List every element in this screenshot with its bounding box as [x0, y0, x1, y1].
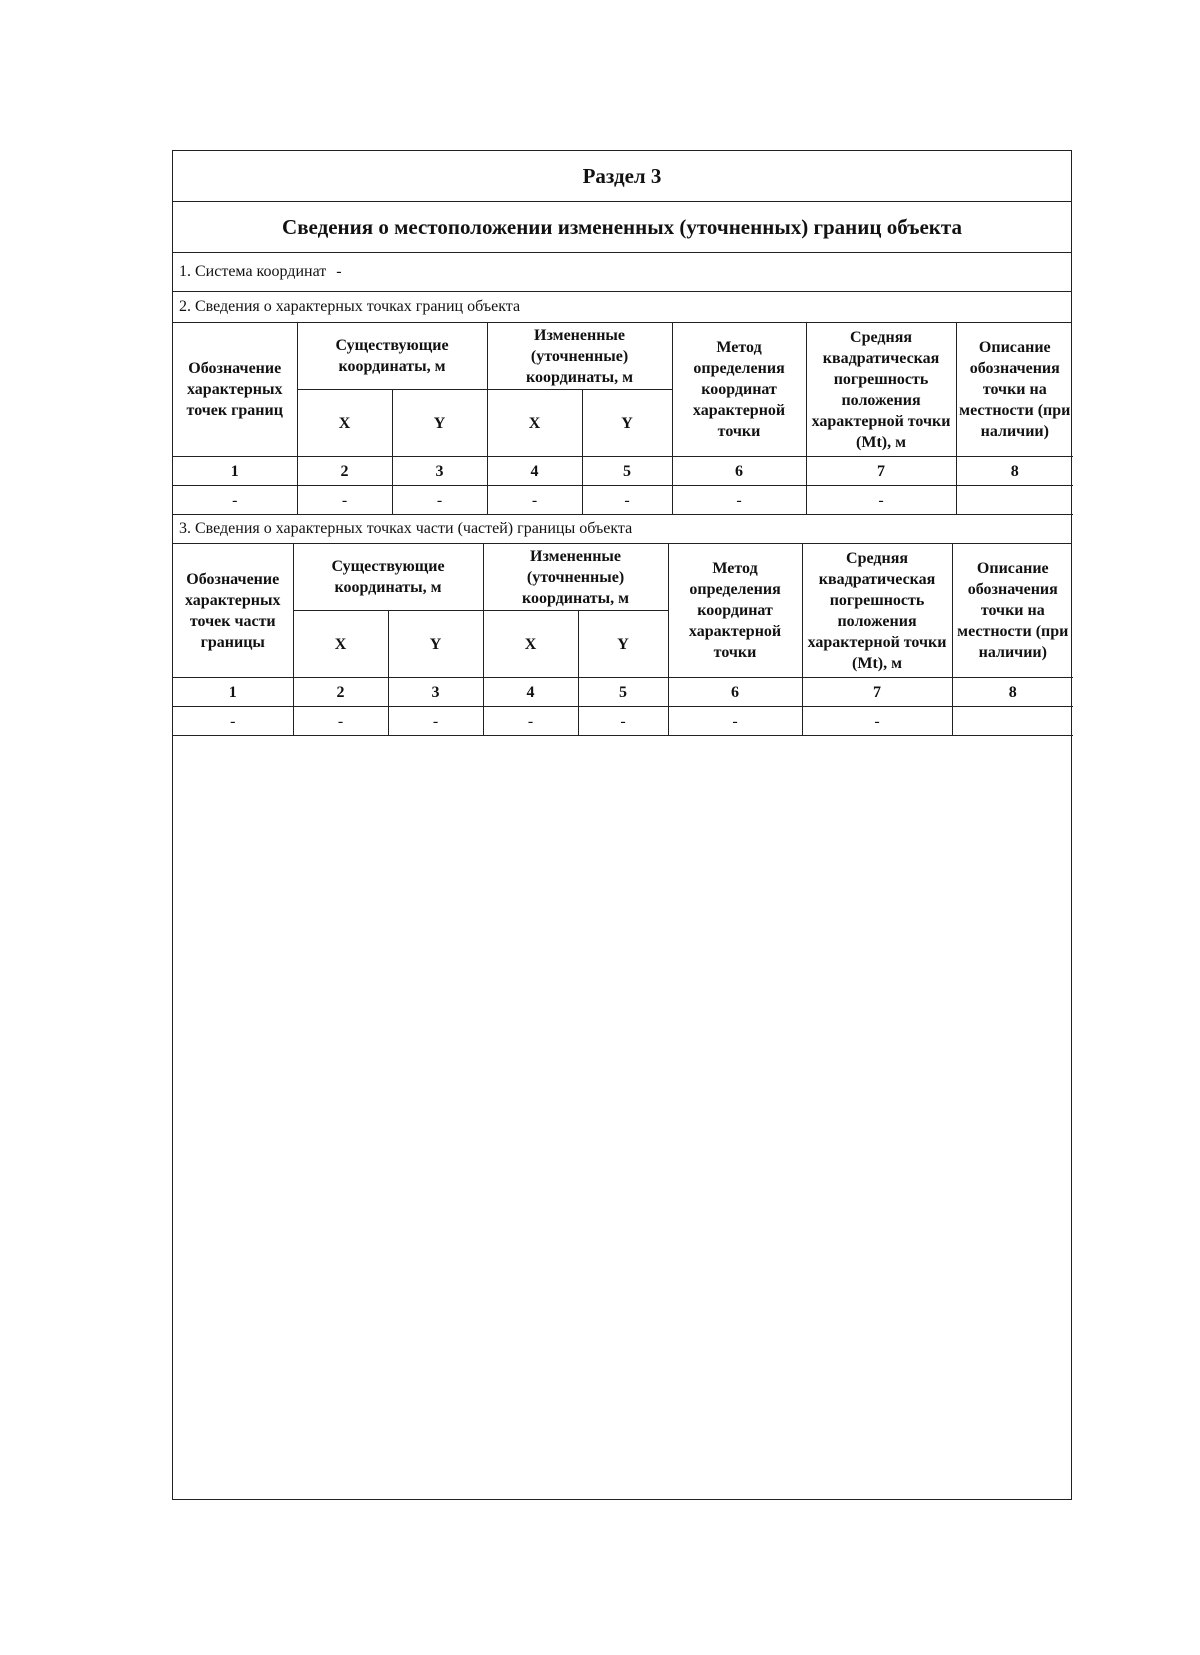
table2-cell-5: - [578, 707, 668, 736]
table2-num-2: 2 [293, 678, 388, 707]
table-row [173, 486, 1073, 515]
table1-col-method: Метод определения координат характерной точки [672, 323, 806, 457]
table2-cell-7: - [802, 707, 952, 736]
table1-existing-y: Y [392, 390, 487, 457]
table1-num-6: 6 [672, 457, 806, 486]
table2-caption: 3. Сведения о характерных точках части (частей) границы объекта [173, 515, 1071, 544]
table1-cell-6: - [672, 486, 806, 515]
table2-num-7: 7 [802, 678, 952, 707]
table1-col-existing: Существующие координаты, м [297, 323, 487, 390]
table2-changed-y: Y [578, 611, 668, 678]
table1-col-description: Описание обозначения точки на местности (при наличии) [956, 323, 1073, 457]
table1-num-5: 5 [582, 457, 672, 486]
table1-cell-2: - [297, 486, 392, 515]
table2-num-6: 6 [668, 678, 802, 707]
table2-num-3: 3 [388, 678, 483, 707]
document-frame [172, 150, 1072, 1500]
table1 [173, 323, 1073, 515]
table2-col-changed: Измененные (уточненные) координаты, м [483, 544, 668, 611]
table2-cell-2: - [293, 707, 388, 736]
table2-col-description: Описание обозначения точки на местности (при наличии) [952, 544, 1073, 678]
table1-cell-7: - [806, 486, 956, 515]
table1-num-7: 7 [806, 457, 956, 486]
table1-cell-3: - [392, 486, 487, 515]
table2-cell-6: - [668, 707, 802, 736]
table2-col-designation: Обозначение характерных точек части границы [173, 544, 293, 678]
table1-cell-5: - [582, 486, 672, 515]
table2-existing-x: X [293, 611, 388, 678]
table2-num-4: 4 [483, 678, 578, 707]
section-title: Раздел 3 [173, 151, 1071, 202]
table2-changed-x: X [483, 611, 578, 678]
table2-cell-8 [952, 707, 1073, 736]
table1-col-error: Средняя квадратическая погрешность положения характерной точки (Mt), м [806, 323, 956, 457]
table2-col-existing: Существующие координаты, м [293, 544, 483, 611]
table2 [173, 544, 1073, 736]
table1-col-changed: Измененные (уточненные) координаты, м [487, 323, 672, 390]
coord-system-value: - [336, 263, 342, 280]
table2-cell-4: - [483, 707, 578, 736]
table1-col-designation: Обозначение характерных точек границ [173, 323, 297, 457]
table1-cell-1: - [173, 486, 297, 515]
table1-num-8: 8 [956, 457, 1073, 486]
table2-num-5: 5 [578, 678, 668, 707]
table1-changed-y: Y [582, 390, 672, 457]
table1-num-3: 3 [392, 457, 487, 486]
table2-col-error: Средняя квадратическая погрешность положения характерной точки (Mt), м [802, 544, 952, 678]
table1-cell-8 [956, 486, 1073, 515]
table1-caption: 2. Сведения о характерных точках границ объекта [173, 292, 1071, 323]
table2-num-1: 1 [173, 678, 293, 707]
table2-cell-1: - [173, 707, 293, 736]
table2-col-method: Метод определения координат характерной точки [668, 544, 802, 678]
table1-num-4: 4 [487, 457, 582, 486]
table2-cell-3: - [388, 707, 483, 736]
table-row [173, 707, 1073, 736]
table1-existing-x: X [297, 390, 392, 457]
table2-num-8: 8 [952, 678, 1073, 707]
coord-system-label: 1. Система координат [179, 263, 327, 280]
table2-existing-y: Y [388, 611, 483, 678]
section-subtitle: Сведения о местоположении измененных (уточненных) границ объекта [173, 202, 1071, 253]
table1-cell-4: - [487, 486, 582, 515]
table1-changed-x: X [487, 390, 582, 457]
table1-num-1: 1 [173, 457, 297, 486]
coord-system-row [173, 253, 1071, 292]
table1-num-2: 2 [297, 457, 392, 486]
